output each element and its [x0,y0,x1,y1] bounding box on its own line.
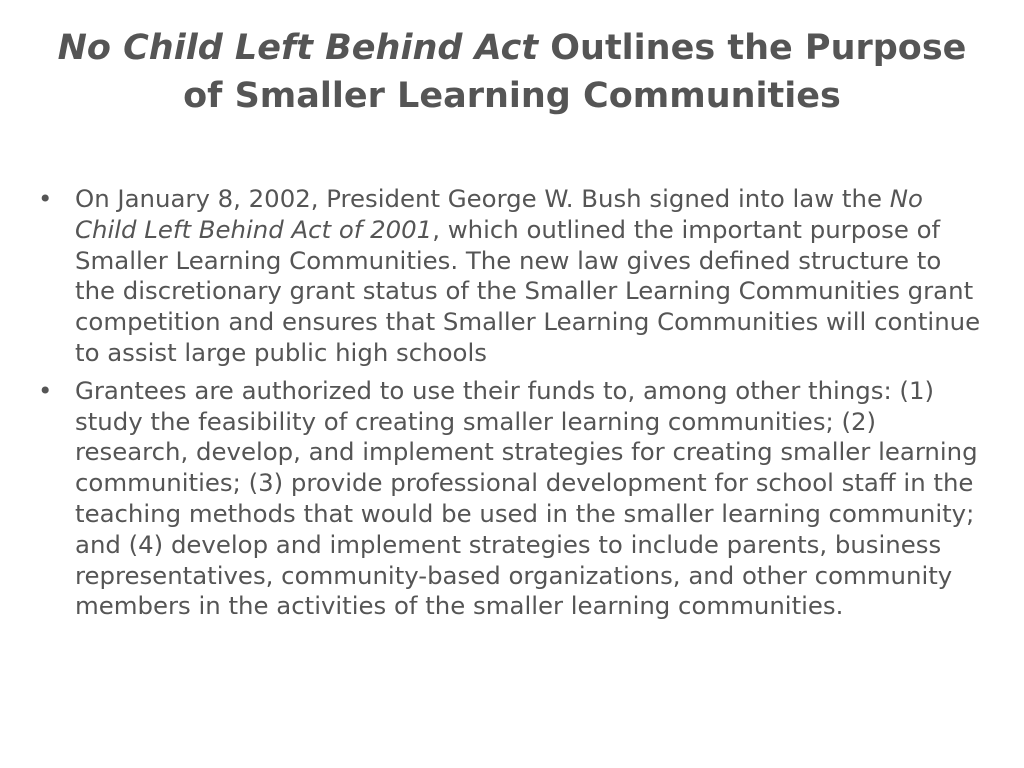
bullet-2-text: Grantees are authorized to use their funds to, among other things: (1) study the feasibility of creating smaller learning communities; (2) research, develop, and implement strategies for creating smaller learning communities; (3) provide professional development for school staff in the teaching methods that would be used in the smaller learning community; and (4) develop and implement strategies to include parents, business representatives, community-based organizations, and other community members in the activities of the smaller learning communities. [75,375,978,621]
bullet-dot-icon: • [38,375,53,405]
bullet-1-text-after: , which outlined the important purpose of Smaller Learning Communities. The new law gives defined structure to the discretionary grant status of the Smaller Learning Communities grant competition and ensures that Smaller Learning Communities will continue to assist large public high schools [75,214,981,367]
bullet-item-grantee-uses [36,376,986,622]
bullet-item-law-signed [36,184,986,369]
bullet-1-italic-act: No Child Left Behind Act of 2001 [75,184,923,244]
bullet-dot-icon: • [38,184,53,213]
slide-title [40,24,984,120]
title-italic-act-name: No Child Left Behind Act [57,28,539,68]
bullet-1-text-before: On January 8, 2002, President George W. Bush signed into law the [75,184,890,213]
bullet-list [36,184,986,629]
title-rest: Outlines the Purpose of Smaller Learning Communities [183,28,967,116]
